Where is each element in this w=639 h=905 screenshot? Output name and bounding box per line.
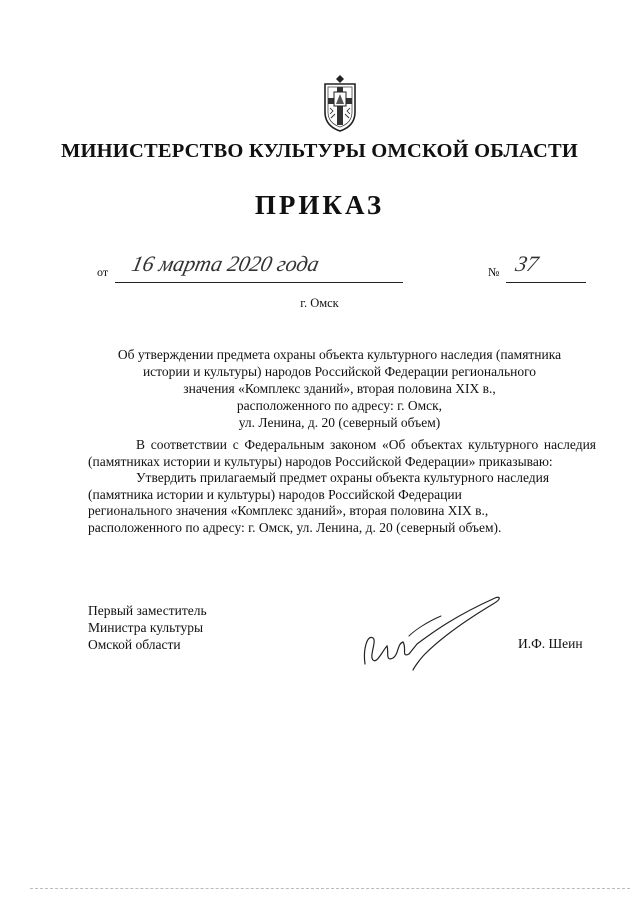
number-label: №	[488, 265, 500, 279]
document-type-title: ПРИКАЗ	[254, 190, 385, 220]
subject-line: истории и культуры) народов Российской Федерации регионального	[142, 364, 537, 379]
subject-line: ул. Ленина, д. 20 (северный объем)	[238, 415, 441, 430]
date-label: от	[97, 265, 109, 279]
date-underline	[115, 282, 403, 283]
signatory-name: И.Ф. Шеин	[518, 636, 583, 651]
position-line: Омской области	[88, 637, 181, 652]
subject-line: расположенного по адресу: г. Омск,	[236, 398, 443, 413]
position-line: Первый заместитель	[88, 603, 207, 618]
body-paragraph: В соответствии с Федеральным законом «Об объектах культурного наследия (памятниках истории и культуры) народов Российской Федерации» приказываю:	[88, 437, 596, 469]
city: г. Омск	[300, 296, 339, 310]
number-underline	[506, 282, 586, 283]
handwritten-date: 16 марта 2020 года	[129, 251, 322, 276]
ministry-title: МИНИСТЕРСТВО КУЛЬТУРЫ ОМСКОЙ ОБЛАСТИ	[60, 140, 579, 162]
position-line: Министра культуры	[88, 620, 204, 635]
subject-line: Об утверждении предмета охраны объекта культурного наследия (памятника	[117, 347, 562, 362]
order-subject	[88, 346, 591, 431]
subject-line: значения «Комплекс зданий», вторая половина XIX в.,	[183, 381, 496, 396]
body-line: регионального значения «Комплекс зданий», вторая половина XIX в.,	[88, 503, 489, 518]
order-body	[88, 437, 596, 536]
handwritten-number: 37	[513, 251, 541, 276]
body-line: Утвердить прилагаемый предмет охраны объекта культурного наследия	[136, 470, 550, 485]
page-bottom-divider	[30, 888, 630, 889]
body-line: расположенного по адресу: г. Омск, ул. Ленина, д. 20 (северный объем).	[88, 519, 502, 535]
body-line: (памятника истории и культуры) народов Российской Федерации	[88, 486, 462, 502]
coat-of-arms-emblem	[319, 74, 361, 132]
handwritten-signature	[343, 592, 513, 672]
signatory-position	[88, 602, 207, 653]
